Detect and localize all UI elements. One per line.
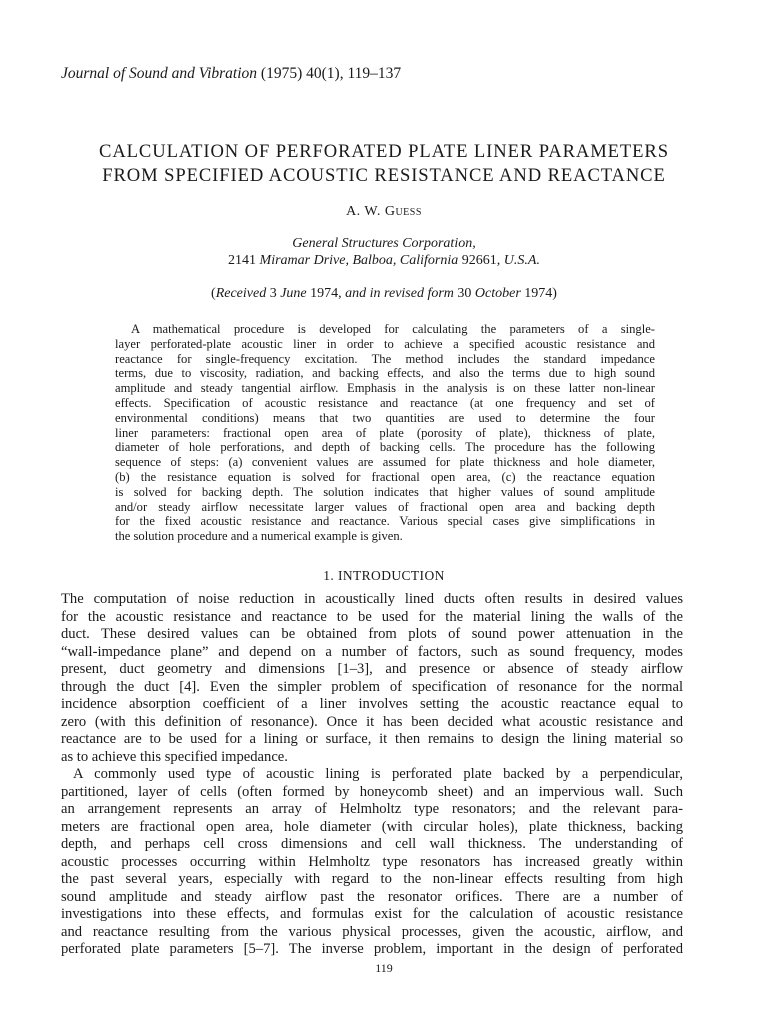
body-line: A commonly used type of acoustic lining is perforated plate backed by a perpendicular, (73, 766, 683, 782)
abstract-line: terms, due to viscosity, radiation, and backing effects, and also the terms due to high sound (115, 366, 655, 381)
received-label: Received (215, 286, 267, 301)
revised-year: 1974) (520, 286, 557, 301)
body-line: reactance are to be used for a lining or surface, it then remains to design the lining material so (61, 731, 683, 747)
page-number: 119 (375, 961, 393, 975)
abstract-line: amplitude and steady tangential airflow. Emphasis in the analysis is on these latter non-linear (115, 381, 655, 396)
abstract-line: (b) the resistance equation is solved for fractional open area, (c) the reactance equation (115, 469, 655, 484)
body-line: zero (with this definition of resonance). Once it has been decided what acoustic resistance and (61, 713, 683, 730)
abstract (115, 322, 655, 544)
received-month: June (280, 286, 307, 301)
abstract-line: liner parameters: fractional open area of plate (porosity of plate), thickness of plate, (115, 425, 655, 440)
body-line: and reactance resulting from the various physical processes, given the acoustic, airflow, and (61, 923, 683, 940)
body-line: sound amplitude and steady airflow past the resonator orifices. There are a number of (61, 888, 683, 905)
abstract-line: layer perforated-plate acoustic liner in order to achieve a specified acoustic resistance and (115, 336, 655, 351)
body-line: partitioned, layer of cells (often formed by honeycomb sheet) and an impervious wall. Such (61, 783, 683, 800)
address-country: U.S.A. (503, 253, 540, 268)
received-day: 3 (266, 286, 281, 301)
body-line: acoustic processes occurring within Helmholtz type resonators has increased greatly within (61, 853, 683, 870)
abstract-line: diameter of hole perforations, and depth of backing cells. The procedure has the following (115, 440, 655, 455)
revised-month: October (474, 286, 521, 301)
revised-label: and in revised form (345, 286, 454, 301)
abstract-line: the solution procedure and a numerical example is given. (115, 529, 403, 544)
body-line: for the acoustic resistance and reactance to be used for the material lining the walls of the (61, 608, 683, 625)
body-line: perforated plate parameters [5–7]. The inverse problem, important in the design of perforated (61, 941, 683, 957)
body-line: investigations into these effects, and formulas exist for the calculation of acoustic resistance (61, 906, 683, 922)
revised-day: 30 (453, 286, 475, 301)
address-street: Miramar Drive, Balboa, California (259, 253, 459, 268)
body-text (61, 591, 683, 959)
abstract-line: and/or steady airflow necessitate larger values of fractional open area and backing depth (115, 499, 655, 514)
body-line: meters are fractional open area, hole diameter (with circular holes), plate thickness, backing (61, 818, 683, 835)
received-dates (60, 285, 708, 302)
title-line-1: CALCULATION OF PERFORATED PLATE LINER PARAMETERS (99, 141, 669, 162)
body-line: “wall-impedance plane” and depend on a number of factors, such as sound frequency, modes (61, 643, 683, 660)
abstract-line: reactance for single-frequency excitation. The method includes the standard impedance (115, 351, 655, 366)
affiliation-address (60, 252, 708, 269)
paper-title (60, 140, 708, 188)
abstract-line: effects. Specification of acoustic resistance and reactance (at one frequency and set of (115, 395, 655, 410)
journal-header (61, 65, 401, 83)
address-zip: 92661, (458, 253, 504, 268)
body-line: duct. These desired values can be obtained from plots of sound power attenuation in the (61, 626, 683, 642)
body-line: the past several years, especially with regard to the non-linear effects resulting from high (61, 871, 683, 887)
body-line: depth, and perhaps cell cross dimensions and cell wall thickness. The understanding of (61, 836, 683, 852)
body-line: The computation of noise reduction in acoustically lined ducts often results in desired values (61, 591, 683, 607)
title-line-2: FROM SPECIFIED ACOUSTIC RESISTANCE AND REACTANCE (102, 165, 666, 186)
affiliation-org: General Structures Corporation, (292, 236, 476, 251)
abstract-line: sequence of steps: (a) convenient values are assumed for plate thickness and hole diameter, (115, 455, 655, 470)
body-line: through the duct [4]. Even the simpler problem of specification of resonance for the normal (61, 678, 683, 695)
journal-name: Journal of Sound and Vibration (61, 65, 258, 82)
received-year: 1974, (306, 286, 346, 301)
affiliation (60, 235, 708, 269)
abstract-line: for the fixed acoustic resistance and reactance. Various special cases give simplifications in (115, 514, 655, 529)
received-open-paren: ( (211, 286, 216, 301)
journal-citation: (1975) 40(1), 119–137 (257, 65, 402, 82)
abstract-line: A mathematical procedure is developed for calculating the parameters of a single- (131, 322, 655, 336)
address-number: 2141 (228, 253, 260, 268)
abstract-line: is solved for backing depth. The solution indicates that higher values of sound amplitude (115, 484, 655, 499)
section-heading: 1. INTRODUCTION (323, 568, 445, 583)
abstract-line: environmental conditions) means that two quantities are used to determine the four (115, 410, 655, 425)
author-name: A. W. Guess (346, 204, 422, 219)
body-line: as to achieve this specified impedance. (61, 748, 288, 765)
body-line: present, duct geometry and dimensions [1–3], and presence or absence of steady airflow (61, 661, 683, 677)
body-line: incidence absorption coefficient of a liner involves setting the acoustic reactance equal to (61, 696, 683, 712)
body-line: an arrangement represents an array of Helmholtz type resonators; and the relevant para- (61, 801, 683, 817)
